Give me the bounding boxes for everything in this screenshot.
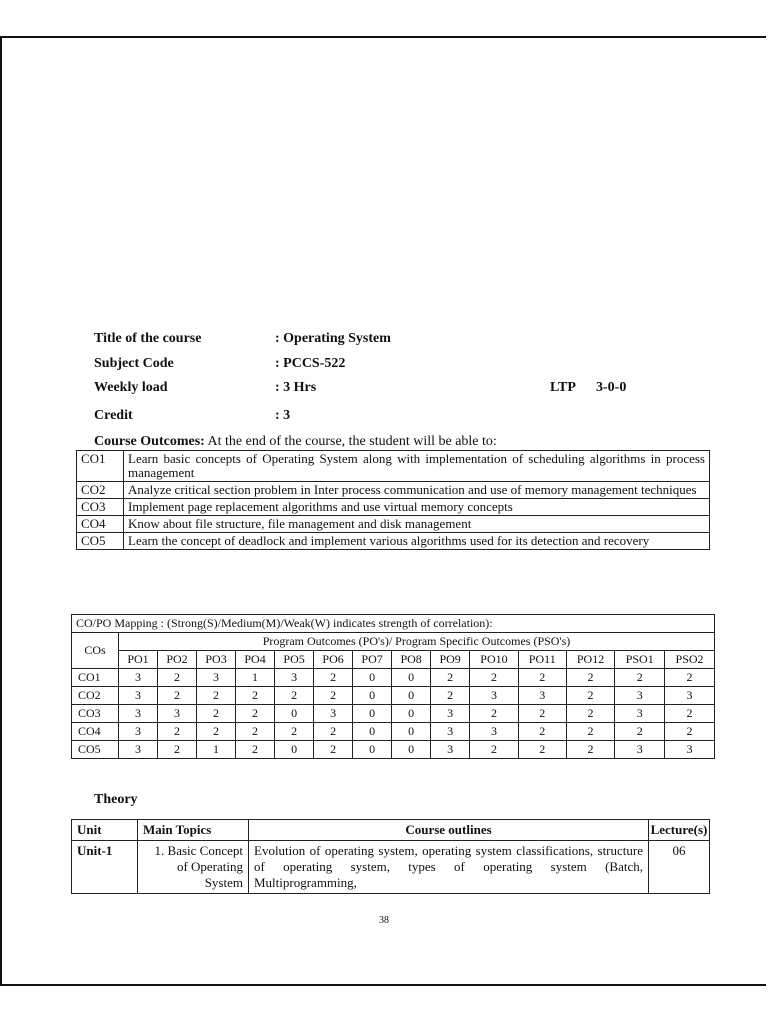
table-row bbox=[72, 705, 715, 723]
table-row bbox=[72, 723, 715, 741]
course-outcomes-intro bbox=[94, 434, 497, 450]
table-row bbox=[77, 451, 710, 482]
unit-header: Unit bbox=[72, 820, 138, 841]
mapping-value: 2 bbox=[431, 669, 470, 687]
po-column-header: PSO2 bbox=[665, 651, 715, 669]
table-row bbox=[72, 820, 710, 841]
mapping-value: 3 bbox=[665, 741, 715, 759]
co-code: CO3 bbox=[77, 499, 124, 516]
co-label: CO4 bbox=[72, 723, 119, 741]
main-topics-header: Main Topics bbox=[138, 820, 249, 841]
mapping-value: 2 bbox=[665, 669, 715, 687]
po-column-header: PO12 bbox=[566, 651, 615, 669]
course-title-label: Title of the course bbox=[94, 331, 202, 346]
mapping-value: 3 bbox=[431, 723, 470, 741]
po-column-header: PO6 bbox=[314, 651, 353, 669]
mapping-value: 3 bbox=[119, 705, 158, 723]
mapping-value: 0 bbox=[392, 705, 431, 723]
main-topic-cell: 1. Basic Concept of Operating System bbox=[138, 841, 249, 894]
lectures-cell: 06 bbox=[649, 841, 710, 894]
mapping-value: 2 bbox=[314, 687, 353, 705]
mapping-value: 2 bbox=[314, 723, 353, 741]
mapping-value: 2 bbox=[158, 741, 197, 759]
table-row bbox=[72, 741, 715, 759]
co-code: CO2 bbox=[77, 482, 124, 499]
table-row bbox=[72, 615, 715, 633]
table-row bbox=[77, 499, 710, 516]
table-row bbox=[72, 669, 715, 687]
mapping-value: 2 bbox=[158, 669, 197, 687]
mapping-value: 0 bbox=[392, 687, 431, 705]
credit-value: : 3 bbox=[275, 408, 291, 423]
mapping-value: 2 bbox=[158, 723, 197, 741]
mapping-value: 0 bbox=[353, 723, 392, 741]
co-description: Know about file structure, file management and disk management bbox=[124, 516, 710, 533]
program-outcomes-header: Program Outcomes (PO's)/ Program Specific Outcomes (PSO's) bbox=[119, 633, 715, 651]
po-column-header: PO3 bbox=[197, 651, 236, 669]
weekly-load-label: Weekly load bbox=[94, 380, 168, 395]
mapping-value: 2 bbox=[275, 723, 314, 741]
mapping-title: CO/PO Mapping : (Strong(S)/Medium(M)/Weak(W) indicates strength of correlation): bbox=[72, 615, 715, 633]
table-row bbox=[77, 482, 710, 499]
mapping-value: 2 bbox=[236, 705, 275, 723]
mapping-value: 2 bbox=[236, 723, 275, 741]
mapping-value: 2 bbox=[470, 669, 519, 687]
subject-code-value: : PCCS-522 bbox=[275, 356, 346, 371]
weekly-load-value: : 3 Hrs bbox=[275, 380, 317, 395]
mapping-value: 0 bbox=[392, 723, 431, 741]
mapping-value: 3 bbox=[197, 669, 236, 687]
mapping-value: 3 bbox=[119, 669, 158, 687]
co-code: CO1 bbox=[77, 451, 124, 482]
table-row bbox=[77, 533, 710, 550]
po-column-header: PO1 bbox=[119, 651, 158, 669]
mapping-value: 3 bbox=[119, 687, 158, 705]
mapping-value: 3 bbox=[615, 705, 665, 723]
table-row bbox=[77, 516, 710, 533]
mapping-value: 2 bbox=[470, 705, 519, 723]
mapping-value: 2 bbox=[566, 705, 615, 723]
mapping-value: 3 bbox=[665, 687, 715, 705]
co-description: Learn the concept of deadlock and implement various algorithms used for its detection and recovery bbox=[124, 533, 710, 550]
mapping-value: 2 bbox=[470, 741, 519, 759]
co-label: CO1 bbox=[72, 669, 119, 687]
course-outlines-header: Course outlines bbox=[249, 820, 649, 841]
mapping-value: 0 bbox=[353, 687, 392, 705]
mapping-body bbox=[72, 669, 715, 759]
co-description: Analyze critical section problem in Inter process communication and use of memory management techniques bbox=[124, 482, 710, 499]
credit-label: Credit bbox=[94, 408, 133, 423]
table-row bbox=[72, 633, 715, 651]
course-outcomes-heading: Course Outcomes: bbox=[94, 434, 205, 449]
mapping-value: 2 bbox=[518, 669, 566, 687]
mapping-value: 2 bbox=[236, 741, 275, 759]
mapping-value: 2 bbox=[197, 705, 236, 723]
mapping-value: 2 bbox=[615, 669, 665, 687]
co-description: Learn basic concepts of Operating System along with implementation of scheduling algorithms in process management bbox=[124, 451, 710, 482]
po-column-header: PO5 bbox=[275, 651, 314, 669]
mapping-value: 2 bbox=[275, 687, 314, 705]
ltp-value: 3-0-0 bbox=[596, 380, 627, 395]
co-description: Implement page replacement algorithms and use virtual memory concepts bbox=[124, 499, 710, 516]
course-outcomes-table bbox=[76, 450, 710, 550]
theory-heading: Theory bbox=[94, 792, 138, 807]
po-column-header: PO8 bbox=[392, 651, 431, 669]
mapping-value: 3 bbox=[275, 669, 314, 687]
co-code: CO4 bbox=[77, 516, 124, 533]
mapping-value: 1 bbox=[236, 669, 275, 687]
po-column-header: PO10 bbox=[470, 651, 519, 669]
mapping-value: 2 bbox=[665, 723, 715, 741]
co-label: CO3 bbox=[72, 705, 119, 723]
po-column-header: PO4 bbox=[236, 651, 275, 669]
mapping-value: 3 bbox=[518, 687, 566, 705]
page-number: 38 bbox=[379, 915, 389, 926]
theory-table bbox=[71, 819, 710, 894]
mapping-value: 2 bbox=[566, 723, 615, 741]
mapping-value: 0 bbox=[353, 741, 392, 759]
column-header-row bbox=[72, 651, 715, 669]
mapping-value: 3 bbox=[470, 723, 519, 741]
table-row bbox=[72, 841, 710, 894]
mapping-value: 2 bbox=[566, 669, 615, 687]
table-row bbox=[72, 687, 715, 705]
unit-cell: Unit-1 bbox=[72, 841, 138, 894]
mapping-value: 2 bbox=[314, 741, 353, 759]
mapping-value: 2 bbox=[518, 741, 566, 759]
mapping-value: 0 bbox=[353, 705, 392, 723]
mapping-value: 3 bbox=[431, 705, 470, 723]
po-column-header: PO2 bbox=[158, 651, 197, 669]
mapping-value: 2 bbox=[566, 741, 615, 759]
po-column-header: PO11 bbox=[518, 651, 566, 669]
mapping-value: 0 bbox=[392, 741, 431, 759]
mapping-value: 0 bbox=[275, 741, 314, 759]
mapping-value: 3 bbox=[314, 705, 353, 723]
mapping-value: 2 bbox=[518, 705, 566, 723]
mapping-value: 3 bbox=[119, 723, 158, 741]
mapping-value: 2 bbox=[518, 723, 566, 741]
ltp-label: LTP bbox=[550, 380, 576, 395]
co-code: CO5 bbox=[77, 533, 124, 550]
mapping-value: 3 bbox=[470, 687, 519, 705]
mapping-value: 2 bbox=[431, 687, 470, 705]
mapping-value: 3 bbox=[158, 705, 197, 723]
po-column-header: PSO1 bbox=[615, 651, 665, 669]
co-po-mapping-table bbox=[71, 614, 715, 759]
mapping-value: 2 bbox=[197, 723, 236, 741]
mapping-value: 2 bbox=[615, 723, 665, 741]
mapping-value: 2 bbox=[197, 687, 236, 705]
mapping-value: 0 bbox=[353, 669, 392, 687]
cos-header: COs bbox=[72, 633, 119, 669]
mapping-value: 1 bbox=[197, 741, 236, 759]
mapping-value: 3 bbox=[615, 687, 665, 705]
mapping-value: 3 bbox=[615, 741, 665, 759]
po-column-header: PO7 bbox=[353, 651, 392, 669]
mapping-value: 2 bbox=[665, 705, 715, 723]
course-title-value: : Operating System bbox=[275, 331, 391, 346]
course-outcomes-intro-text: At the end of the course, the student will be able to: bbox=[204, 434, 497, 449]
mapping-value: 2 bbox=[566, 687, 615, 705]
mapping-value: 0 bbox=[275, 705, 314, 723]
mapping-value: 3 bbox=[119, 741, 158, 759]
subject-code-label: Subject Code bbox=[94, 356, 174, 371]
mapping-value: 2 bbox=[236, 687, 275, 705]
course-outline-cell: Evolution of operating system, operating system classifications, structure of operating system, types of operating system (Batch, Multiprogramming, bbox=[249, 841, 649, 894]
mapping-value: 2 bbox=[314, 669, 353, 687]
lectures-header: Lecture(s) bbox=[649, 820, 710, 841]
co-label: CO5 bbox=[72, 741, 119, 759]
mapping-value: 3 bbox=[431, 741, 470, 759]
po-column-header: PO9 bbox=[431, 651, 470, 669]
mapping-value: 0 bbox=[392, 669, 431, 687]
co-label: CO2 bbox=[72, 687, 119, 705]
mapping-value: 2 bbox=[158, 687, 197, 705]
